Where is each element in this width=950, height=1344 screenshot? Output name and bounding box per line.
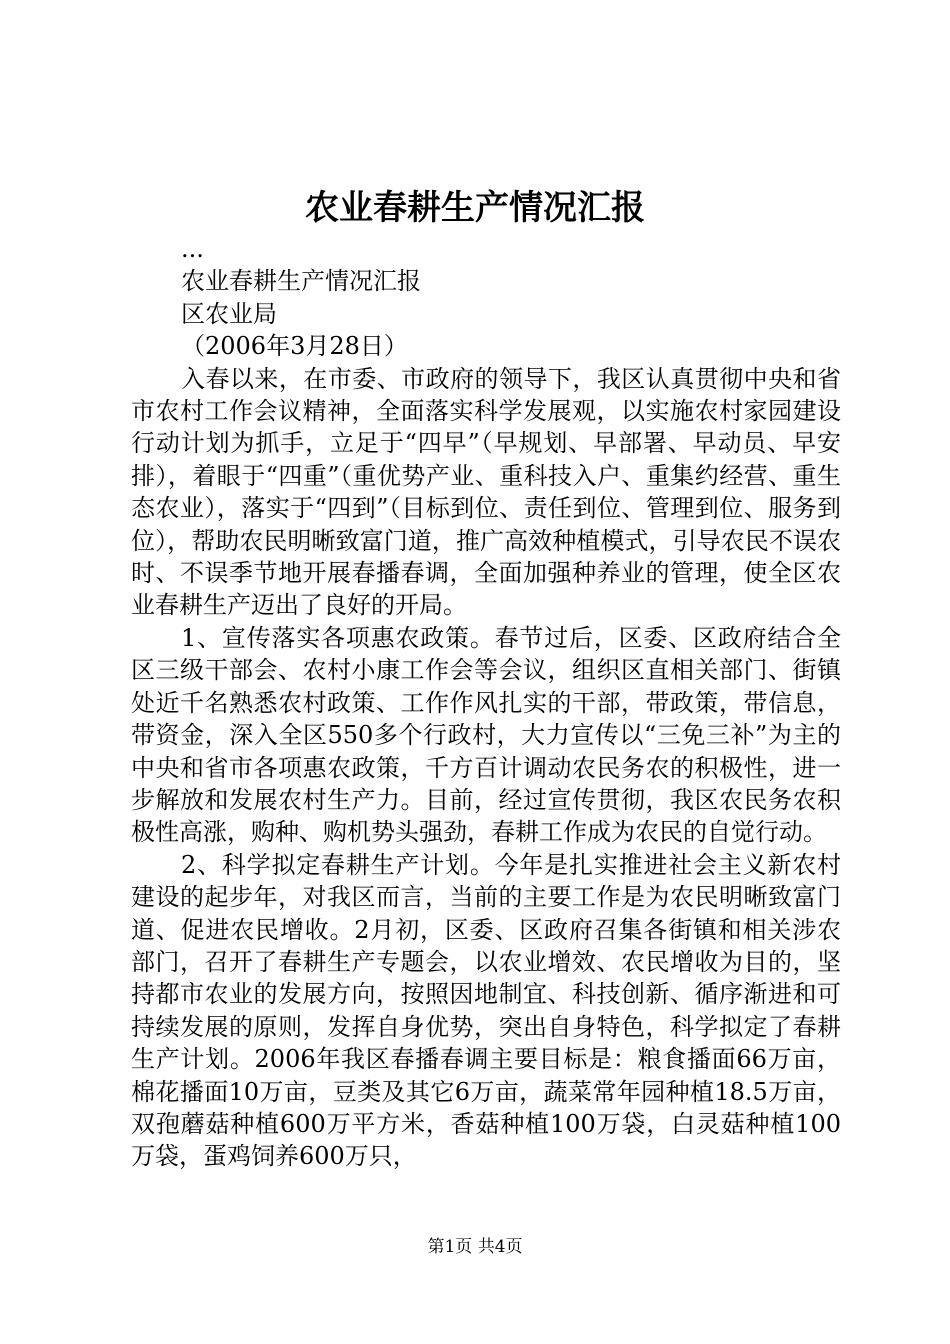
paragraph-section-2: 2、科学拟定春耕生产计划。今年是扎实推进社会主义新农村建设的起步年，对我区而言，当前的主要工作是为农民明晰致富门道、促进农民增收。2月初，区委、区政府召集各街镇和相关涉农部门，召开了春耕生产专题会，以农业增效、农民增收为目的，坚持都市农业的发展方向，按照因地制宜、科技创新、循序渐进和可持续发展的原则，发挥自身优势，突出自身特色，科学拟定了春耕生产计划。2006年我区春播春调主要目标是：粮食播面66万亩，棉花播面10万亩，豆类及其它6万亩，蔬菜常年园种植18.5万亩，双孢蘑菇种植600万平方米，香菇种植100万袋，白灵菇种植100万袋，蛋鸡饲养600万只， [131, 850, 841, 1171]
document-subtitle: 农业春耕生产情况汇报 [181, 267, 421, 296]
ellipsis-line: ... [181, 235, 204, 263]
paragraph-section-1: 1、宣传落实各项惠农政策。春节过后，区委、区政府结合全区三级干部会、农村小康工作会等会议，组织区直相关部门、街镇处近千名熟悉农村政策、工作作风扎实的干部，带政策，带信息，带资金，深入全区550多个行政村，大力宣传以“三免三补”为主的中央和省市各项惠农政策，千方百计调动农民务农的积极性，进一步解放和发展农村生产力。目前，经过宣传贯彻，我区农民务农积极性高涨，购种、购机势头强劲，春耕工作成为农民的自觉行动。 [131, 623, 841, 847]
document-title: 农业春耕生产情况汇报 [305, 188, 645, 228]
document-body [131, 233, 841, 1173]
page-footer: 第1页 共4页 [427, 1237, 523, 1257]
document-date: （2006年3月28日） [181, 332, 408, 361]
paragraph-intro: 入春以来，在市委、市政府的领导下，我区认真贯彻中央和省市农村工作会议精神，全面落实科学发展观，以实施农村家园建设行动计划为抓手，立足于“四早”（早规划、早部署、早动员、早安排），着眼于“四重”（重优势产业、重科技入户、重集约经营、重生态农业），落实于“四到”（目标到位、责任到位、管理到位、服务到位），帮助农民明晰致富门道，推广高效种植模式，引导农民不误农时、不误季节地开展春播春调，全面加强种养业的管理，使全区农业春耕生产迈出了良好的开局。 [131, 364, 841, 620]
document-author: 区农业局 [181, 299, 277, 328]
